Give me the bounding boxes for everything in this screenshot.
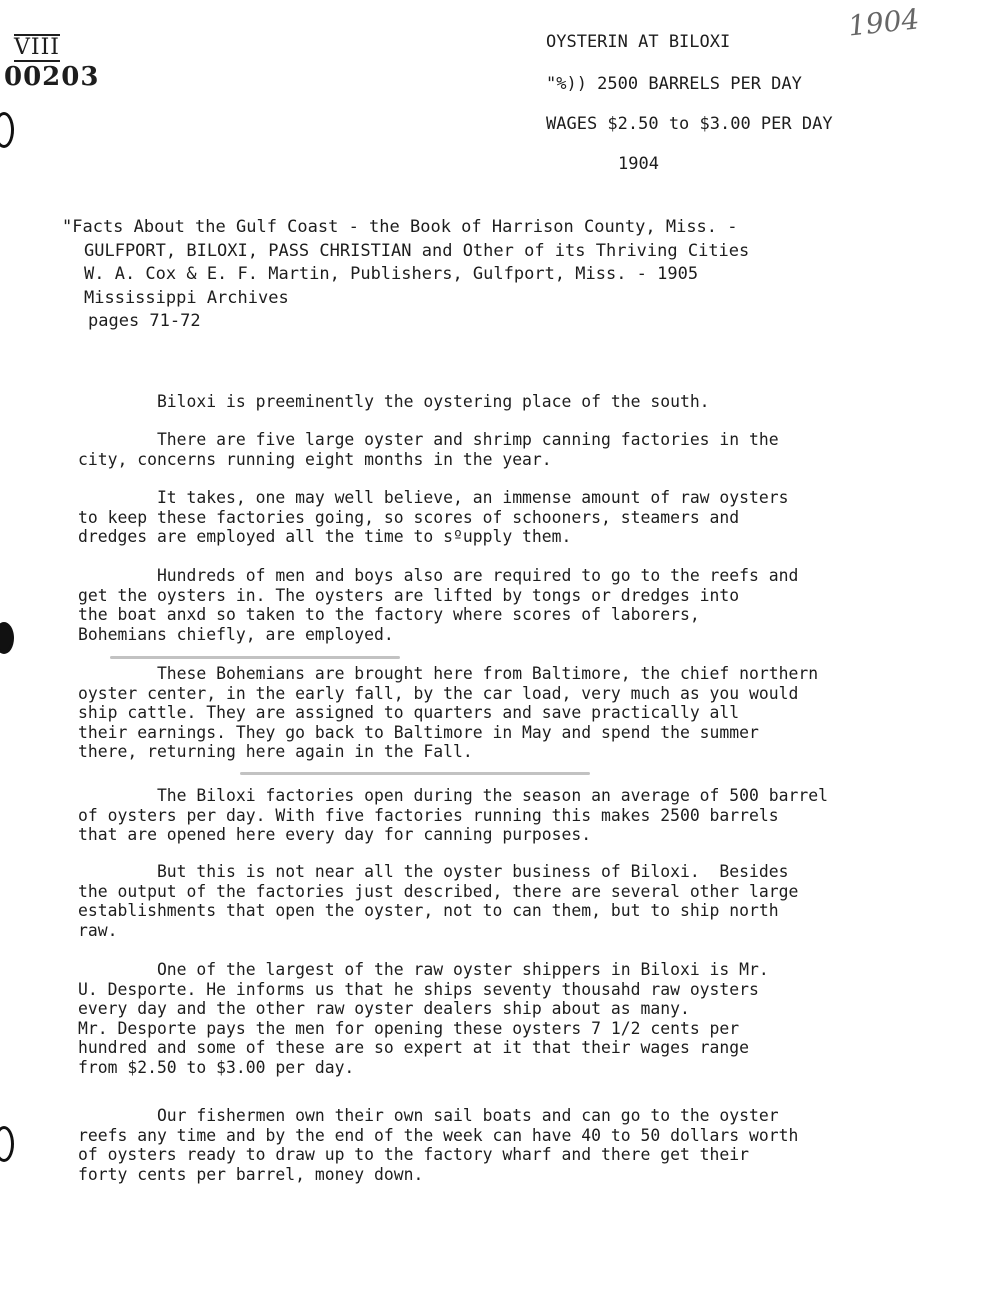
- text-line: There are five large oyster and shrimp canning factories in the: [78, 430, 779, 449]
- text-line: that are opened here every day for canning purposes.: [78, 825, 592, 844]
- source-line: Mississippi Archives: [84, 287, 289, 308]
- handwritten-year: 1904: [846, 2, 921, 43]
- text-line: raw.: [78, 920, 118, 940]
- text-line: Bohemians chiefly, are employed.: [78, 624, 394, 644]
- binder-hole-bottom: [0, 1126, 14, 1162]
- binder-hole-middle: [0, 622, 14, 654]
- header-wages: WAGES $2.50 to $3.00 PER DAY: [546, 114, 833, 134]
- text-line: dredges are employed all the time to sºupply them.: [78, 527, 572, 546]
- source-line: W. A. Cox & E. F. Martin, Publishers, Gulfport, Miss. - 1905: [84, 264, 699, 284]
- text-line: Our fishermen own their own sail boats and can go to the oyster: [78, 1106, 779, 1125]
- paragraph-3: [78, 488, 968, 547]
- text-line: U. Desporte. He informs us that he ships seventy thousahd raw oysters: [78, 979, 759, 999]
- text-line: Hundreds of men and boys also are required to go to the reefs and: [78, 566, 799, 585]
- header-title: OYSTERIN AT BILOXI: [546, 32, 731, 52]
- text-line: forty cents per barrel, money down.: [78, 1164, 424, 1184]
- binder-hole-top: [0, 112, 14, 148]
- paragraph-9: [78, 1106, 968, 1184]
- text-line: hundred and some of these are so expert at it that their wages range: [78, 1038, 750, 1057]
- text-line: oyster center, in the early fall, by the car load, very much as you would: [78, 683, 799, 703]
- text-line: Biloxi is preeminently the oystering place of the south.: [78, 392, 710, 411]
- text-line: These Bohemians are brought here from Baltimore, the chief northern: [78, 664, 819, 683]
- source-citation: [62, 216, 749, 334]
- text-line: The Biloxi factories open during the season an average of 500 barrel: [78, 786, 828, 805]
- source-line: GULFPORT, BILOXI, PASS CHRISTIAN and Other of its Thriving Cities: [84, 240, 750, 261]
- text-line: there, returning here again in the Fall.: [78, 742, 473, 761]
- text-line: of oysters per day. With five factories running this makes 2500 barrels: [78, 805, 779, 825]
- source-line: pages 71-72: [88, 311, 201, 331]
- paragraph-7: [78, 862, 968, 940]
- text-line: But this is not near all the oyster business of Biloxi. Besides: [78, 862, 789, 881]
- paragraph-1: [78, 392, 968, 412]
- header-barrels: "%)) 2500 BARRELS PER DAY: [546, 74, 802, 94]
- text-line: every day and the other raw oyster dealers ship about as many.: [78, 999, 690, 1018]
- document-number: 00203: [4, 62, 100, 92]
- text-line: of oysters ready to draw up to the factory wharf and there get their: [78, 1145, 750, 1164]
- text-line: Mr. Desporte pays the men for opening these oysters 7 1/2 cents per: [78, 1018, 740, 1038]
- text-line: One of the largest of the raw oyster shippers in Biloxi is Mr.: [78, 960, 769, 979]
- source-line: "Facts About the Gulf Coast - the Book of Harrison County, Miss. -: [62, 217, 738, 237]
- text-line: their earnings. They go back to Baltimore in May and spend the summer: [78, 722, 759, 742]
- text-line: from $2.50 to $3.00 per day.: [78, 1057, 355, 1077]
- text-line: ship cattle. They are assigned to quarters and save practically all: [78, 703, 740, 722]
- paragraph-5: [78, 664, 968, 762]
- text-line: to keep these factories going, so scores of schooners, steamers and: [78, 507, 740, 527]
- paragraph-4: [78, 566, 968, 644]
- text-line: city, concerns running eight months in the year.: [78, 449, 552, 469]
- scan-smudge: [110, 656, 400, 659]
- paragraph-2: [78, 430, 968, 469]
- paragraph-8: [78, 960, 968, 1077]
- text-line: establishments that open the oyster, not to can them, but to ship north: [78, 901, 779, 920]
- text-line: reefs any time and by the end of the week can have 40 to 50 dollars worth: [78, 1125, 799, 1145]
- text-line: It takes, one may well believe, an immense amount of raw oysters: [78, 488, 789, 507]
- text-line: get the oysters in. The oysters are lifted by tongs or dredges into: [78, 585, 740, 605]
- scan-smudge: [240, 772, 590, 775]
- paragraph-6: [78, 786, 968, 845]
- text-line: the boat anxd so taken to the factory where scores of laborers,: [78, 605, 700, 624]
- text-line: the output of the factories just described, there are several other large: [78, 881, 799, 901]
- roman-numeral-mark: VIII: [14, 35, 60, 60]
- header-year: 1904: [618, 154, 659, 174]
